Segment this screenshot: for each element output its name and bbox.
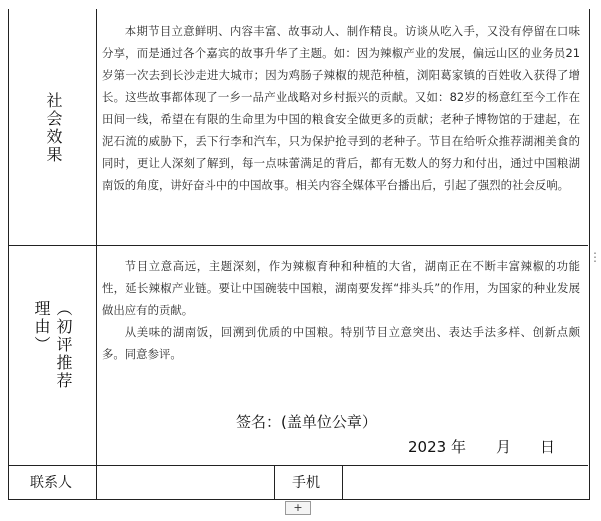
- phone-label-divider-right: [342, 465, 343, 499]
- date-year: 2023 年: [408, 438, 466, 456]
- phone-label: 手机: [292, 475, 320, 491]
- date-month: 月: [496, 438, 512, 456]
- label-column-divider: [96, 9, 97, 499]
- social-effect-text: [102, 20, 580, 196]
- recommendation-paragraph-1: 节目立意高远，主题深刻，作为辣椒育种和种植的大省，湖南正在不断丰富辣椒的功能性，延长辣椒产业链。要让中国碗装中国粮，湖南要发挥“排头兵”的作用，为国家的种业发展做出应有的贡献。: [102, 259, 580, 317]
- phone-field[interactable]: [348, 472, 584, 492]
- table-add-row-icon[interactable]: +: [285, 501, 311, 515]
- row-divider-2: [8, 465, 588, 466]
- social-effect-paragraph: 本期节目立意鲜明、内容丰富、故事动人、制作精良。访谈从吃入手，又没有停留在口味分享，而是通过各个嘉宾的故事升华了主题。如：因为辣椒产业的发展，偏远山区的业务员21岁第一次去到长沙走进大城市；因为鸡肠子辣椒的规范种植，浏阳葛家镇的百姓收入获得了增长。这些故事都体现了一乡一品产业战略对乡村振兴的贡献。又如：82岁的杨意红至今工作在田间一线，希望在有限的生命里为中国的粮食安全做更多的贡献；老种子博物馆的于建起，在泥石流的威胁下，丢下行李和汽车，只为保护抢寻到的老种子。节目在给听众推荐湖湘美食的同时，更让人深刻了解到，每一点味蕾满足的背后，都有无数人的努力和付出，通过中国粮湖南饭的角度，讲好奋斗中的中国故事。相关内容全媒体平台播出后，引起了强烈的社会反响。: [102, 24, 580, 192]
- recommendation-text: [102, 255, 580, 365]
- social-effect-label: 社会效果: [44, 92, 63, 164]
- contact-person-field[interactable]: [102, 472, 270, 492]
- column-resize-handle-icon[interactable]: ⋮: [589, 250, 601, 264]
- date-day: 日: [540, 438, 556, 456]
- recommendation-reason-label: （初评推荐理由）: [32, 300, 73, 390]
- phone-label-divider-left: [274, 465, 275, 499]
- row-divider-1: [8, 245, 588, 246]
- signature-line: 签名：(盖单位公章）: [236, 413, 377, 431]
- contact-person-label: 联系人: [30, 475, 72, 491]
- recommendation-paragraph-2: 从美味的湖南饭，回溯到优质的中国粮。特别节目立意突出、表达手法多样、创新点颇多。同意参评。: [102, 325, 580, 361]
